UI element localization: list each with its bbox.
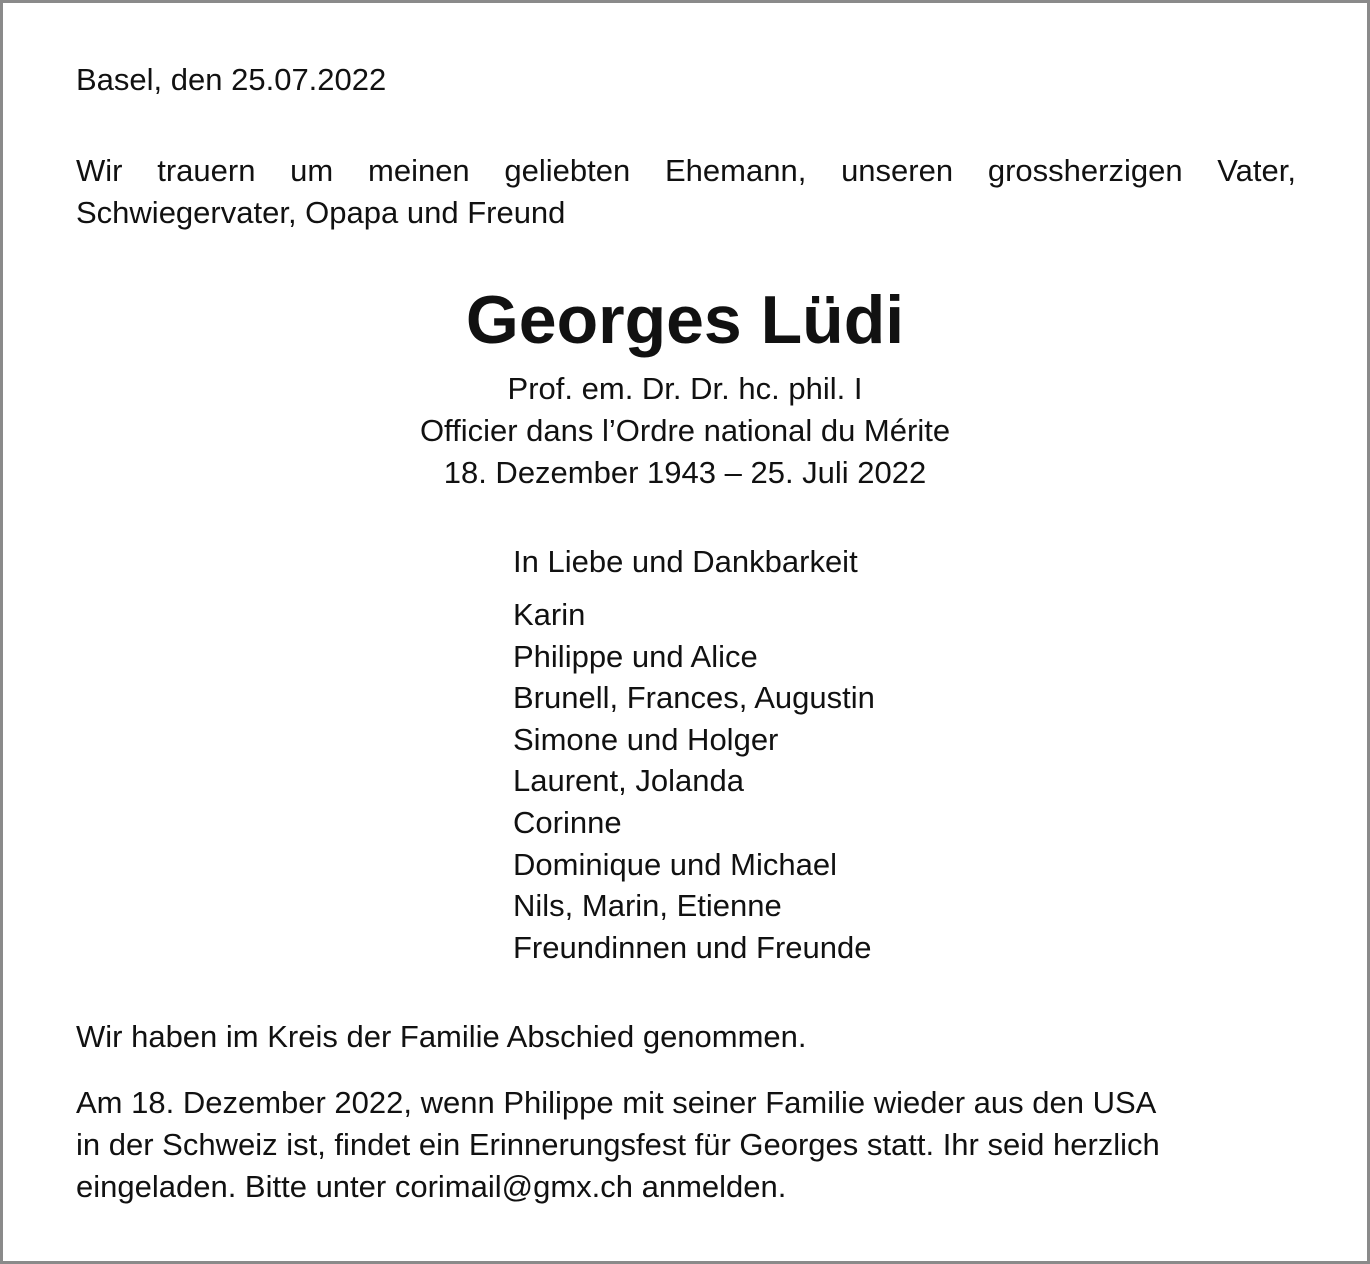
mourners-list [513,594,875,968]
list-item: Freundinnen und Freunde [513,929,872,965]
invitation-line-1: Am 18. Dezember 2022, wenn Philippe mit seiner Familie wieder aus den USA [76,1085,1157,1120]
place-and-date: Basel, den 25.07.2022 [76,62,387,97]
list-item: Philippe und Alice [513,638,758,674]
farewell-statement: Wir haben im Kreis der Familie Abschied genommen. [76,1019,807,1054]
invitation-paragraph [76,1082,1160,1208]
dedication: In Liebe und Dankbarkeit [513,544,858,579]
list-item: Dominique und Michael [513,846,837,882]
list-item: Karin [513,597,586,632]
intro-line-2: Schwiegervater, Opapa und Freund [76,195,566,230]
intro-line-1: Wir trauern um meinen geliebten Ehemann, unseren grossherzigen Vater, [76,153,1296,188]
intro-paragraph [76,150,1296,234]
invitation-line-2: in der Schweiz ist, findet ein Erinnerungsfest für Georges statt. Ihr seid herzlich [76,1127,1160,1162]
deceased-titles: Prof. em. Dr. Dr. hc. phil. I [507,371,863,406]
list-item: Corinne [513,804,622,840]
list-item: Brunell, Frances, Augustin [513,680,875,716]
list-item: Simone und Holger [513,721,779,757]
list-item: Nils, Marin, Etienne [513,888,782,924]
list-item: Laurent, Jolanda [513,763,744,799]
deceased-name: Georges Lüdi [465,282,905,358]
life-dates: 18. Dezember 1943 – 25. Juli 2022 [443,455,927,490]
invitation-line-3: eingeladen. Bitte unter corimail@gmx.ch anmelden. [76,1169,787,1204]
deceased-honour: Officier dans l’Ordre national du Mérite [419,413,951,448]
